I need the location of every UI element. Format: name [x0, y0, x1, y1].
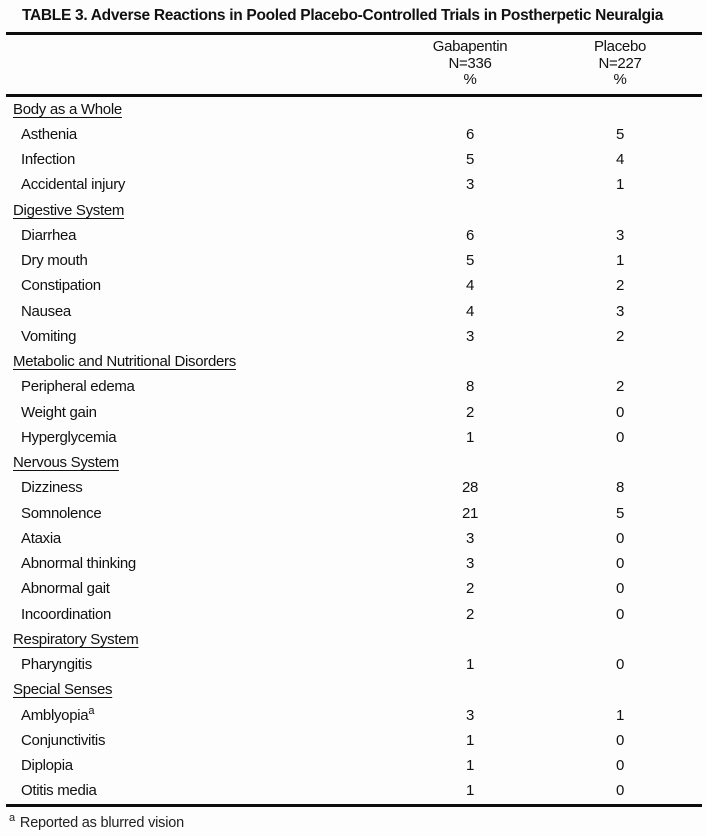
section-header-row: [0, 97, 706, 122]
section-name: Nervous System: [13, 454, 119, 472]
table-row: [0, 324, 706, 349]
gabapentin-value-cell: 4: [465, 302, 475, 320]
reaction-label: [0, 606, 395, 623]
reaction-name: Dry mouth: [21, 252, 88, 270]
table-row: [0, 526, 706, 551]
reaction-label: [0, 580, 395, 597]
placebo-value-cell: 2: [615, 277, 625, 295]
gabapentin-value-cell: 3: [465, 529, 475, 547]
reaction-label: [0, 429, 395, 446]
column-n: N=227: [598, 54, 642, 72]
reaction-name: Diarrhea: [21, 226, 77, 244]
reaction-name: Pharyngitis: [21, 656, 92, 674]
placebo-value-cell: 8: [615, 479, 625, 497]
reaction-name: Abnormal gait: [21, 580, 110, 598]
reaction-label: [0, 277, 395, 294]
placebo-value-cell: 1: [615, 252, 625, 270]
reaction-label: [0, 151, 395, 168]
table-title: TABLE 3. Adverse Reactions in Pooled Placebo-Controlled Trials in Postherpetic Neuralgia: [22, 7, 664, 24]
reaction-name: Otitis media: [21, 782, 97, 800]
table-row: [0, 172, 706, 197]
table-row: [0, 400, 706, 425]
placebo-value-cell: 0: [615, 555, 625, 573]
footnote-text: Reported as blurred vision: [19, 814, 184, 831]
reaction-name: Peripheral edema: [21, 378, 135, 396]
reaction-name: Incoordination: [21, 605, 112, 623]
reaction-name: Nausea: [21, 302, 71, 320]
gabapentin-value-cell: 1: [465, 656, 475, 674]
reaction-label: [0, 555, 395, 572]
gabapentin-value-cell: 8: [465, 378, 475, 396]
table-row: [0, 576, 706, 601]
table-row: [0, 501, 706, 526]
reaction-label: [0, 404, 395, 421]
placebo-value-cell: 0: [615, 428, 625, 446]
gabapentin-value-cell: 2: [465, 605, 475, 623]
gabapentin-value-cell: 5: [465, 252, 475, 270]
section-name: Body as a Whole: [13, 100, 122, 118]
placebo-value-cell: 2: [615, 327, 625, 345]
gabapentin-value-cell: 5: [465, 151, 475, 169]
section-header-row: [0, 349, 706, 374]
reaction-label: [0, 479, 395, 496]
section-name: Special Senses: [13, 681, 113, 699]
placebo-value-cell: 0: [615, 757, 625, 775]
reaction-label: [0, 757, 395, 774]
placebo-value-cell: 4: [615, 151, 625, 169]
reaction-name: Conjunctivitis: [21, 731, 106, 749]
column-name: Gabapentin: [432, 38, 508, 55]
table-row: [0, 122, 706, 147]
reaction-name: Constipation: [21, 277, 101, 295]
reaction-name: Abnormal thinking: [21, 555, 136, 573]
reaction-name: Hyperglycemia: [21, 428, 117, 446]
reaction-label: [0, 176, 395, 193]
reaction-name: Vomiting: [21, 327, 77, 345]
table-row: [0, 551, 706, 576]
footnote-marker: a: [9, 811, 15, 824]
table-row: [0, 374, 706, 399]
gabapentin-value-cell: 1: [465, 757, 475, 775]
column-unit: %: [613, 71, 627, 88]
placebo-value-cell: 5: [615, 125, 625, 143]
reaction-label: [0, 704, 395, 724]
gabapentin-value-cell: 2: [465, 403, 475, 421]
reaction-name: Asthenia: [21, 125, 77, 143]
gabapentin-value-cell: 4: [465, 277, 475, 295]
reaction-label: [0, 252, 395, 269]
gabapentin-value-cell: 6: [465, 125, 475, 143]
placebo-value-cell: 0: [615, 529, 625, 547]
gabapentin-value-cell: 1: [465, 428, 475, 446]
reaction-label: [0, 656, 395, 673]
section-name: Respiratory System: [13, 630, 139, 648]
reaction-name: Somnolence: [21, 504, 102, 522]
gabapentin-value-cell: 21: [461, 504, 479, 522]
column-n: N=336: [448, 54, 492, 72]
placebo-value-cell: 0: [615, 403, 625, 421]
gabapentin-value-cell: 3: [465, 327, 475, 345]
column-unit: %: [463, 71, 477, 88]
placebo-value-cell: 0: [615, 782, 625, 800]
table-row: [0, 299, 706, 324]
reaction-name: Dizziness: [21, 479, 83, 497]
section-header-row: [0, 627, 706, 652]
table-row: [0, 147, 706, 172]
footnote-reference: a: [88, 704, 95, 717]
table-header-row: [0, 35, 706, 94]
reaction-label: [0, 505, 395, 522]
reaction-name: Diplopia: [21, 757, 73, 775]
placebo-value-cell: 0: [615, 580, 625, 598]
table-body: [0, 97, 706, 804]
table-row: [0, 728, 706, 753]
reaction-label: [0, 126, 395, 143]
reaction-label: [0, 378, 395, 395]
section-header-row: [0, 450, 706, 475]
gabapentin-value-cell: 3: [465, 555, 475, 573]
table-row: [0, 273, 706, 298]
reaction-name: Weight gain: [21, 403, 97, 421]
section-name: Digestive System: [13, 201, 125, 219]
reaction-label: [0, 782, 395, 799]
table-row: [0, 425, 706, 450]
placebo-value-cell: 0: [615, 656, 625, 674]
reaction-label: [0, 328, 395, 345]
reaction-label: [0, 227, 395, 244]
section-name: Metabolic and Nutritional Disorders: [13, 353, 236, 371]
reaction-label: [0, 530, 395, 547]
table-row: [0, 703, 706, 728]
placebo-value-cell: 2: [615, 378, 625, 396]
gabapentin-value-cell: 28: [461, 479, 479, 497]
table-row: [0, 475, 706, 500]
table-row: [0, 248, 706, 273]
table-row: [0, 602, 706, 627]
gabapentin-value-cell: 3: [465, 176, 475, 194]
placebo-value-cell: 3: [615, 302, 625, 320]
column-name: Placebo: [593, 38, 647, 55]
reaction-label: [0, 732, 395, 749]
table-row: [0, 223, 706, 248]
table-row: [0, 753, 706, 778]
section-header-row: [0, 198, 706, 223]
gabapentin-value-cell: 1: [465, 731, 475, 749]
bottom-rule: [6, 804, 702, 807]
reaction-name: Infection: [21, 151, 76, 169]
column-header-gabapentin: [395, 39, 545, 89]
section-header-row: [0, 677, 706, 702]
gabapentin-value-cell: 3: [465, 706, 475, 724]
reaction-label: [0, 303, 395, 320]
reaction-name: Ataxia: [21, 529, 61, 547]
placebo-value-cell: 3: [615, 226, 625, 244]
placebo-value-cell: 1: [615, 706, 625, 724]
gabapentin-value-cell: 1: [465, 782, 475, 800]
reaction-name: Amblyopia: [21, 706, 89, 724]
placebo-value-cell: 0: [615, 731, 625, 749]
placebo-value-cell: 1: [615, 176, 625, 194]
reaction-name: Accidental injury: [21, 176, 126, 194]
gabapentin-value-cell: 6: [465, 226, 475, 244]
table-row: [0, 652, 706, 677]
table-row: [0, 778, 706, 803]
placebo-value-cell: 0: [615, 605, 625, 623]
footnote: [9, 811, 706, 831]
gabapentin-value-cell: 2: [465, 580, 475, 598]
column-header-placebo: [545, 39, 695, 89]
placebo-value-cell: 5: [615, 504, 625, 522]
